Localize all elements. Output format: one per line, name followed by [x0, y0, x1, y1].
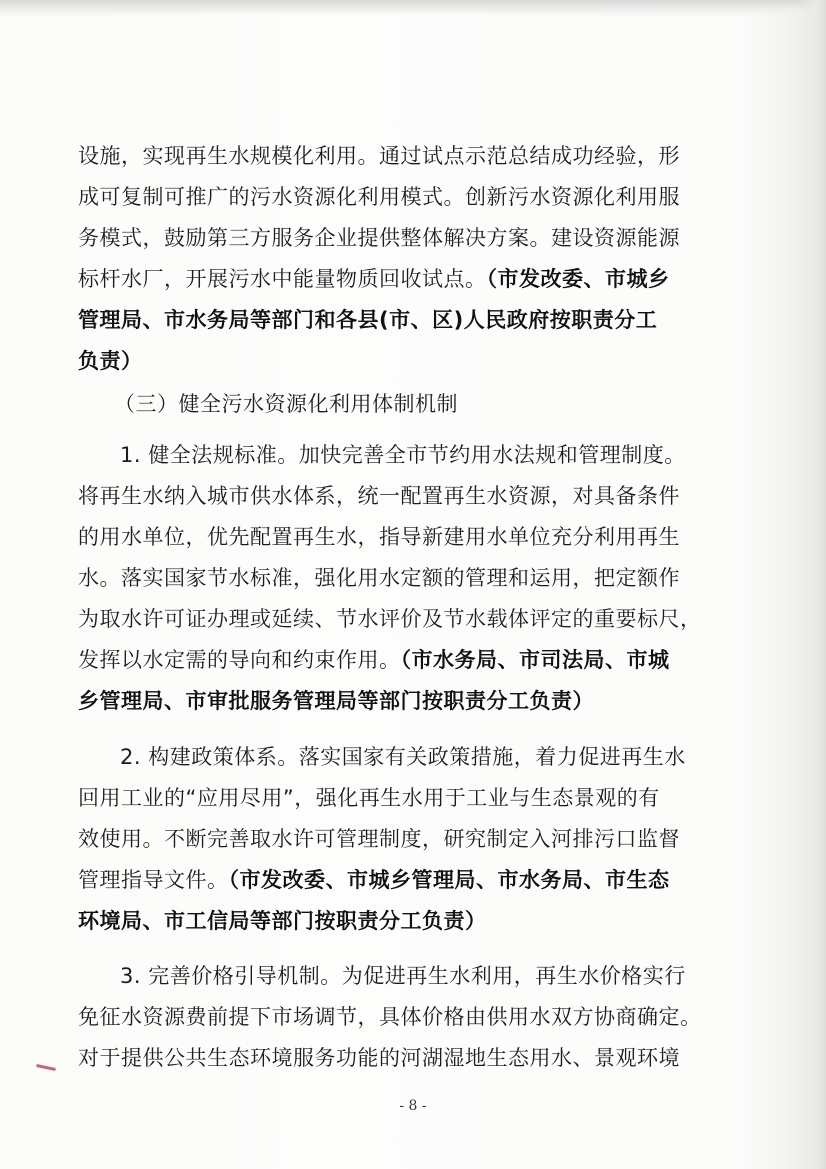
- text-line: 2. 构建政策体系。落实国家有关政策措施，着力促进再生水: [120, 745, 686, 769]
- section-heading: （三）健全污水资源化利用体制机制: [114, 392, 458, 416]
- responsibility-note: 管理局、市水务局等部门和各县(市、区)人民政府按职责分工: [78, 308, 658, 332]
- text-line: 设施，实现再生水规模化利用。通过试点示范总结成功经验，形: [78, 144, 680, 168]
- text-line: [0, 341, 826, 381]
- text-line: 水。落实国家节水标准，强化用水定额的管理和运用，把定额作: [78, 566, 680, 590]
- responsibility-note: （市发改委、市城乡管理局、市水务局、市生态: [228, 868, 670, 892]
- text-line: 成可复制可推广的污水资源化利用模式。创新污水资源化利用服: [78, 185, 680, 209]
- text-line: 的用水单位，优先配置再生水，指导新建用水单位充分利用再生: [78, 525, 680, 549]
- text-line: 标杆水厂，开展污水中能量物质回收试点。（市发改委、市城乡: [78, 267, 670, 291]
- text-line: 1. 健全法规标准。加快完善全市节约用水法规和管理制度。: [120, 443, 686, 467]
- text-line: 回用工业的“应用尽用”，强化再生水用于工业与生态景观的有: [78, 786, 660, 810]
- scan-top-edge: [0, 0, 826, 16]
- page-number: - 8 -: [399, 1098, 427, 1114]
- responsibility-note: 乡管理局、市审批服务管理局等部门按职责分工负责）: [78, 689, 594, 713]
- responsibility-note: （市发改委、市城乡: [486, 267, 670, 291]
- text-line: 效使用。不断完善取水许可管理制度，研究制定入河排污口监督: [78, 827, 680, 851]
- text-line: 为取水许可证办理或延续、节水评价及节水载体评定的重要标尺，: [78, 607, 702, 631]
- text-line: 管理指导文件。（市发改委、市城乡管理局、市水务局、市生态: [78, 868, 670, 892]
- text-line: 3. 完善价格引导机制。为促进再生水利用，再生水价格实行: [120, 964, 686, 988]
- text-line: [0, 681, 826, 721]
- text-line: 将再生水纳入城市供水体系，统一配置再生水资源，对具备条件: [78, 484, 680, 508]
- responsibility-note: （市水务局、市司法局、市城: [400, 648, 670, 672]
- text-line: [0, 901, 826, 941]
- text-line: 免征水资源费前提下市场调节，具体价格由供用水双方协商确定。: [78, 1005, 702, 1029]
- text-line: 发挥以水定需的导向和约束作用。（市水务局、市司法局、市城: [78, 648, 670, 672]
- responsibility-note: 环境局、市工信局等部门按职责分工负责）: [78, 909, 487, 933]
- text-line: [0, 300, 826, 340]
- text-line: 对于提供公共生态环境服务功能的河湖湿地生态用水、景观环境: [78, 1046, 680, 1070]
- responsibility-note: 负责）: [78, 349, 143, 373]
- text-line: 务模式，鼓励第三方服务企业提供整体解决方案。建设资源能源: [78, 226, 680, 250]
